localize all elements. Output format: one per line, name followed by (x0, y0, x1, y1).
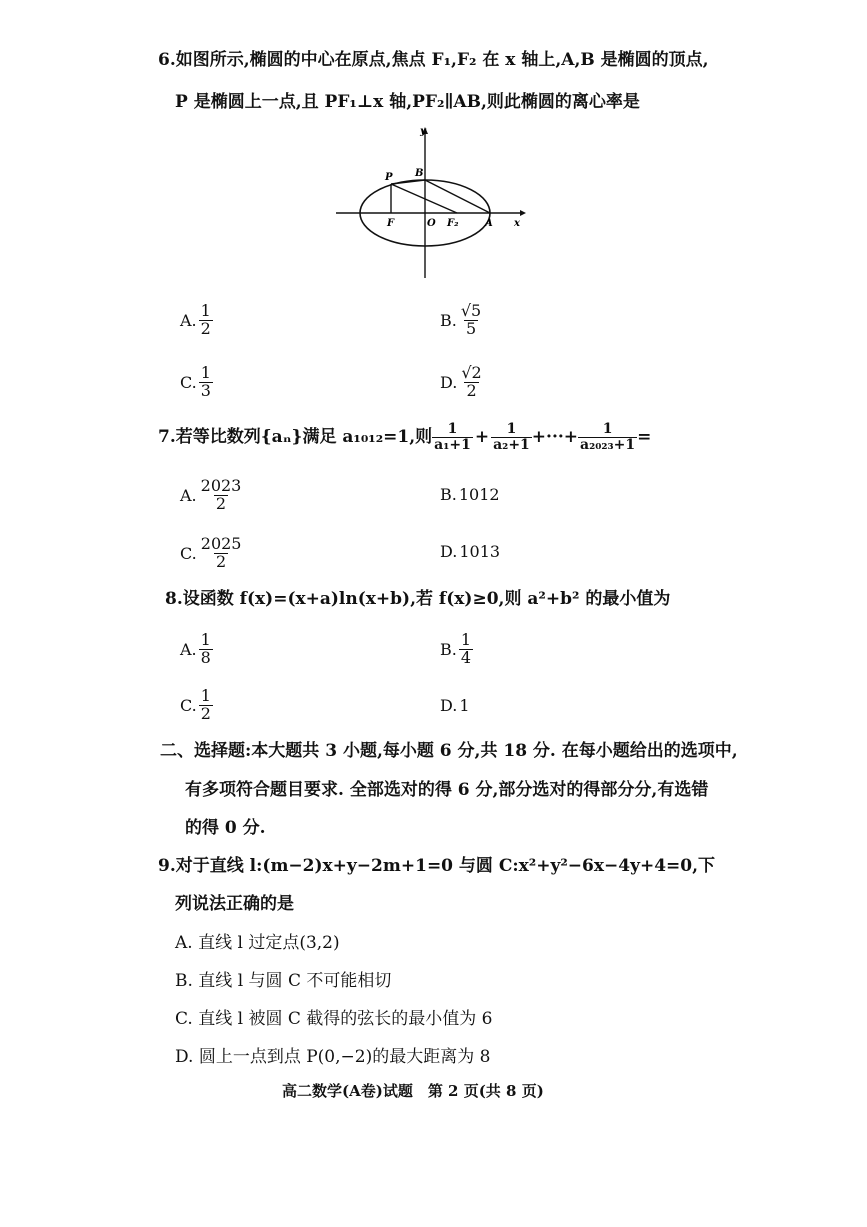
option-label: D. (440, 372, 458, 392)
option-label: A. (180, 485, 197, 505)
q7-number: 7. (158, 426, 176, 447)
q7-option-d[interactable] (440, 542, 500, 561)
option-label: D. (440, 696, 458, 715)
label-x: x (514, 218, 520, 229)
option-label: A. (180, 639, 197, 659)
fraction: $\frac{2023}{2}$ (200, 476, 242, 513)
q9-text-line1: 对于直线 l:(m−2)x+y−2m+1=0 与圆 C:x²+y²−6x−4y+4=0,下 (175, 856, 716, 876)
q8-option-a[interactable] (180, 632, 213, 667)
option-value: 1 (459, 696, 470, 715)
label-p: P (385, 172, 393, 183)
q7-option-b[interactable] (440, 485, 500, 504)
q9-option-b[interactable]: B. 直线 l 与圆 C 不可能相切 (175, 971, 392, 991)
q7-prefix: 若等比数列{aₙ}满足 a₁₀₁₂=1,则 (175, 426, 433, 447)
q6-option-b[interactable] (440, 303, 483, 338)
q7-option-a[interactable] (180, 478, 243, 513)
option-label: B. (440, 485, 457, 504)
q8-option-c[interactable] (180, 688, 213, 723)
section2-line1: 二、选择题:本大题共 3 小题,每小题 6 分,共 18 分. 在每小题给出的选项中, (160, 741, 738, 761)
label-o: O (427, 218, 436, 229)
label-f2: F₂ (447, 218, 459, 229)
fraction: $\frac{1}{2}$ (200, 686, 211, 723)
q6-ellipse-figure (330, 122, 530, 282)
label-a: A (485, 218, 493, 229)
q6-line1 (158, 52, 709, 69)
fraction: $\frac{√5}{5}$ (460, 301, 482, 338)
option-label: B. (440, 639, 457, 659)
q8-number: 8. (165, 589, 183, 609)
page-footer: 高二数学(A卷)试题 第 2 页(共 8 页) (282, 1082, 544, 1100)
fraction: $\frac{1}{8}$ (200, 630, 211, 667)
label-f: F (387, 218, 395, 229)
option-label: C. (180, 543, 197, 563)
option-value: 1013 (459, 542, 501, 561)
q6-option-a[interactable] (180, 303, 213, 338)
fraction: $\frac{1}{4}$ (460, 630, 472, 667)
section2-line3: 的得 0 分. (185, 818, 266, 838)
fraction: $\frac{√2}{2}$ (461, 363, 482, 400)
q7-frac-2: $\frac{1}{\text{a₂+1}}$ (493, 421, 530, 453)
q7-option-c[interactable] (180, 536, 243, 571)
q6-line2: P 是椭圆上一点,且 PF₁⊥x 轴,PF₂∥AB,则此椭圆的离心率是 (175, 92, 640, 112)
q9-option-a[interactable]: A. 直线 l 过定点(3,2) (175, 933, 340, 953)
fraction: $\frac{1}{3}$ (200, 363, 211, 400)
q6-text-line1: 如图所示,椭圆的中心在原点,焦点 F₁,F₂ 在 x 轴上,A,B 是椭圆的顶点, (175, 50, 709, 70)
q6-option-c[interactable] (180, 365, 213, 400)
q6-option-d[interactable] (440, 365, 484, 400)
q7-equals: = (637, 426, 652, 447)
q8-option-b[interactable] (440, 632, 473, 667)
option-label: B. (440, 310, 457, 330)
section2-line2: 有多项符合题目要求. 全部选对的得 6 分,部分选对的得部分分,有选错 (185, 780, 709, 800)
x-axis-arrow (520, 210, 526, 216)
q7-stem: 7. 若等比数列{aₙ}满足 a₁₀₁₂=1,则 $\frac{1}{\text{a₁+1}}$ + $\frac{1}{\text{a₂+1}}$ +···+ $\frac{1}{\text{a₂₀₂₃+1}}$ = (158, 421, 652, 453)
option-label: C. (180, 372, 197, 392)
q8-stem (165, 591, 670, 608)
option-label: C. (180, 695, 197, 715)
q9-option-d[interactable]: D. 圆上一点到点 P(0,−2)的最大距离为 8 (175, 1047, 491, 1067)
q7-frac-1: $\frac{1}{\text{a₁+1}}$ (434, 421, 471, 453)
q7-frac-3: $\frac{1}{\text{a₂₀₂₃+1}}$ (580, 421, 636, 453)
option-label: A. (180, 310, 197, 330)
q8-option-d[interactable] (440, 696, 470, 715)
option-value: 1012 (458, 485, 500, 504)
option-label: D. (440, 542, 458, 561)
q9-line1 (158, 858, 715, 875)
fraction: $\frac{1}{2}$ (200, 301, 211, 338)
fraction: $\frac{2025}{2}$ (200, 534, 242, 571)
label-b: B (415, 168, 424, 179)
q9-number: 9. (158, 856, 176, 876)
q9-option-c[interactable]: C. 直线 l 被圆 C 截得的弦长的最小值为 6 (175, 1009, 493, 1029)
segment-pf2 (391, 184, 457, 213)
q8-text: 设函数 f(x)=(x+a)ln(x+b),若 f(x)≥0,则 a²+b² 的最小值为 (182, 589, 671, 609)
q7-dots: +···+ (531, 426, 579, 447)
label-y: y (420, 126, 426, 137)
q6-number: 6. (158, 50, 176, 70)
q9-line2: 列说法正确的是 (175, 894, 294, 914)
